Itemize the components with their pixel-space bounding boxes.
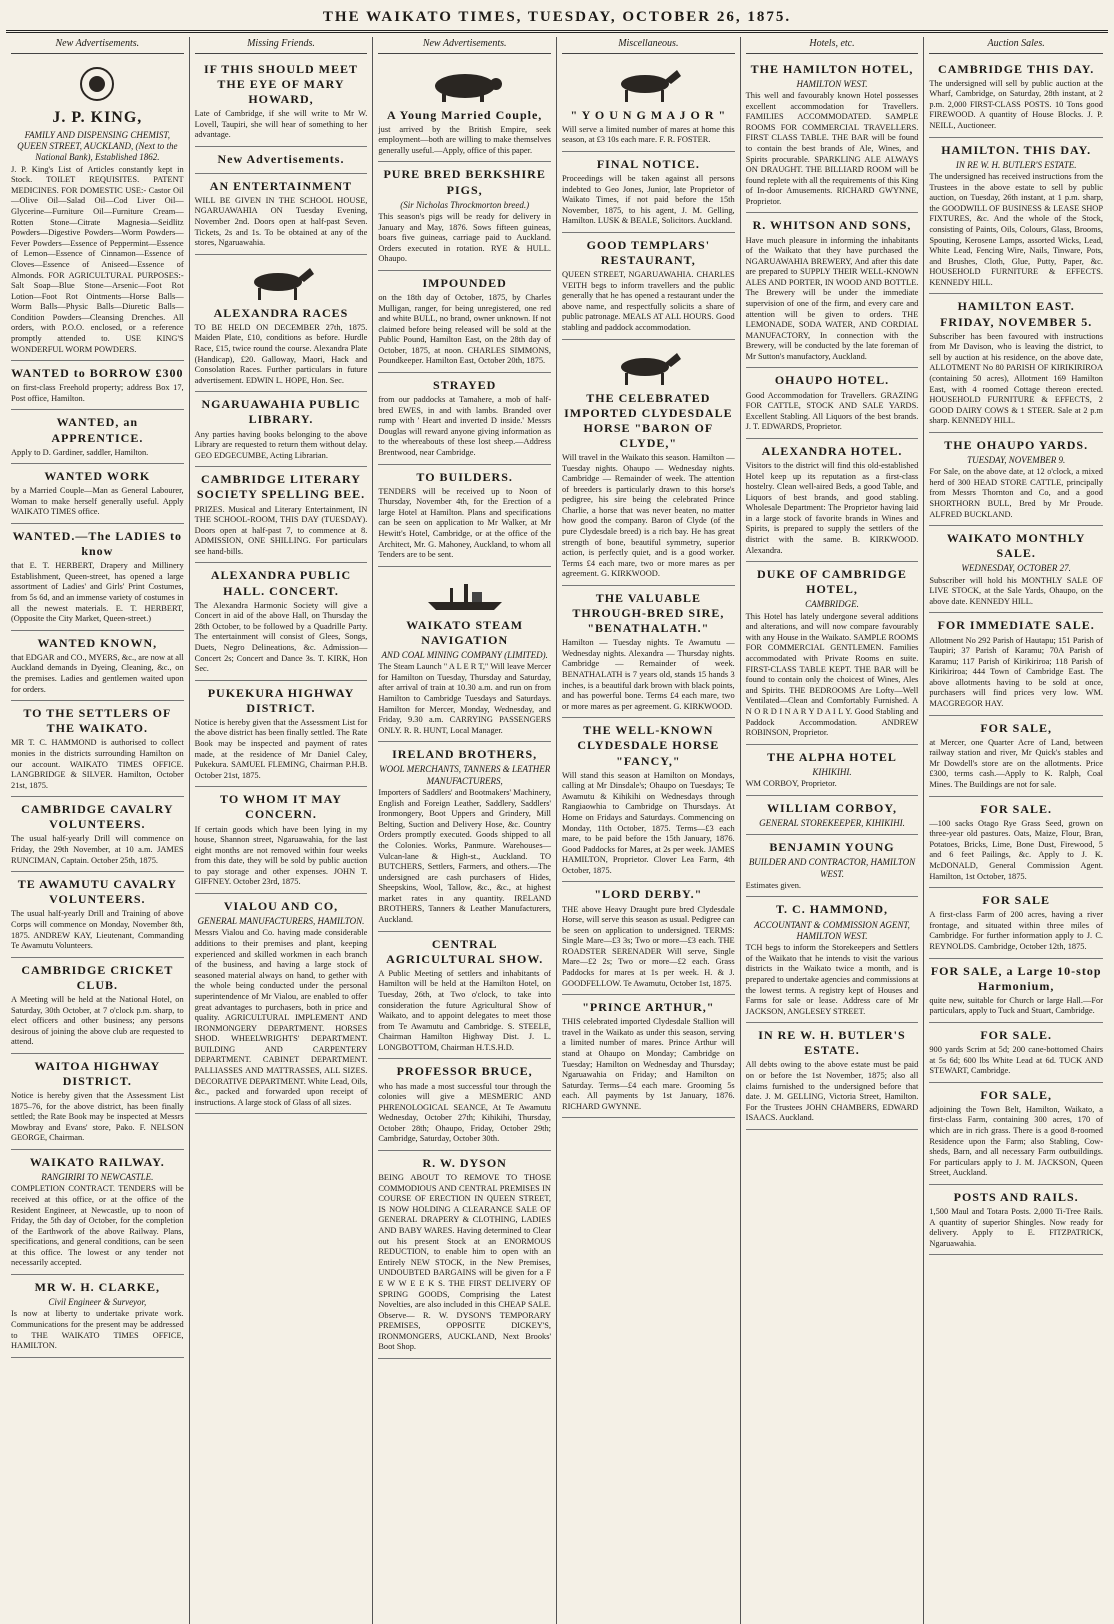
horse-engraving	[603, 347, 693, 387]
advertisement	[378, 567, 551, 743]
ad-subtitle: WOOL MERCHANTS, TANNERS & LEATHER MANUFACTURERS,	[379, 764, 551, 786]
ad-title: ALEXANDRA HOTEL.	[761, 443, 903, 458]
ad-body: MR T. C. HAMMOND is authorised to collect monies in the districts surrounding Hamilton on our account. WAIKATO TIMES OFFICE. LANGBRIDGE & SILVER. Hamilton, October 21st, 1875.	[11, 738, 184, 790]
ad-body: Have much pleasure in informing the inhabitants of the Waikato that they have purchased the NGARUAWAHIA BREWERY, And after this date are prepared to SUPPLY THEIR WELL-KNOWN ALES AND PORTER, IN WOOD AND BOTTLE. The Brewery will be under the immediate supervision of one of the firm, and every care and attention will be given to orders. THE LEMONADE, SODA WATER, AND CORDIAL MANUFACTORY, In connection with the Brewery, will be conducted by the late foreman of Mr Sutton's manufactory, Auckland.	[745, 235, 919, 361]
advertisement	[378, 57, 551, 163]
advertisement	[378, 1151, 551, 1359]
advertisement	[562, 718, 735, 882]
advertisement	[562, 882, 735, 995]
ad-title: IRELAND BROTHERS,	[392, 747, 538, 762]
ad-body: The usual half-yearly Drill and Training of above Corps will commence on Monday, November 8th, 1875. ANDREW KAY, Lieutenant, Commanding Te Awamutu Volunteers.	[11, 909, 184, 951]
advertisement	[11, 57, 184, 362]
advertisement	[746, 213, 919, 368]
advertisement	[11, 524, 184, 631]
ad-title: CAMBRIDGE THIS DAY.	[938, 61, 1095, 76]
ad-title: BENJAMIN YOUNG	[769, 840, 895, 855]
ad-body: Will travel in the Waikato this season. Hamilton — Tuesday nights. Ohaupo — Wednesday nights. Cambridge — Remainder of week. The attention of breeders is particularly drawn to this horse's pedigree, his sire being the celebrated Prince Charlie, a horse that was never beaten, no matter how good the company. Baron of Clyde (of the pure Clydesdale breed) is a rich bay. He has great strength of bone, beautiful symmetry, superior action, is perfectly quiet, and is a good worker. Terms £4 each mare, two or more mares as per agreement. G. KIRKWOOD.	[562, 452, 735, 579]
ad-body: Late of Cambridge, if she will write to Mr W. Lovell, Taupiri, she will hear of something to her advantage.	[194, 108, 368, 140]
ad-body: TCH begs to inform the Storekeepers and Settlers of the Waikato that he intends to visit the various districts in the Waikato twice a month, and is prepared to undertake agencies and commissions at the lowest terms. A registry kept of Houses and Farms for sale or lease. Address care of Mr JACKSON, ANGLESEY STREET.	[745, 943, 919, 1016]
advertisement	[929, 433, 1103, 526]
advertisement	[11, 872, 184, 958]
ad-body: Any parties having books belonging to the above Library are requested to return them without delay. GEO EDGECUMBE, Acting Librarian.	[194, 429, 368, 460]
advertisement	[562, 233, 735, 340]
ad-body: QUEEN STREET, NGARUAWAHIA. CHARLES VEITH begs to inform travellers and the public generally that he has opened a restaurant under the above name, and respectfully solicits a share of public patronage. MEALS AT ALL HOURS. Good stabling and paddock accommodation.	[562, 270, 735, 332]
advertisement	[195, 467, 368, 563]
ad-body: THIS celebrated imported Clydesdale Stallion will travel in the Waikato as under this season, serving a limited number of mares. Prince Arthur will stand at Ohaupo on Monday; Cambridge on Tuesday; Hamilton on Wednesday and Thursday; Ngaruawahia on Friday; and Hamilton on Saturday. Terms—£4 each mare. Grooming 5s each. All payments by 1st January, 1876. RICHARD GWYNNE.	[562, 1017, 735, 1111]
ad-title: "LORD DERBY."	[594, 887, 703, 902]
ad-title: THE WELL-KNOWN CLYDESDALE HORSE "FANCY,"	[577, 723, 720, 768]
column-5	[741, 37, 925, 1624]
ad-title: WANTED.—The LADIES to know	[12, 529, 182, 559]
advertisement	[195, 392, 368, 467]
ad-body: A first-class Farm of 200 acres, having a river frontage, and situated within three miles of Cambridge. For further information apply to J. C. REYNOLDS. Cambridge, October 12th, 1875.	[929, 910, 1103, 951]
ad-body: The Alexandra Harmonic Society will give a Concert in aid of the above Hall, on Thursday the 28th October, to be followed by a Quadrille Party. The entertainment will consist of Glees, Songs, Duets, Negro Delineations, &c. Admission—Concert 2s; Concert and Dance 3s. T. KIRK, Hon Sec.	[194, 600, 368, 674]
advertisement	[378, 373, 551, 465]
ad-title: R. W. DYSON	[422, 1156, 507, 1171]
ad-title: T. C. HAMMOND,	[775, 902, 889, 917]
ad-body: All debts owing to the above estate must be paid on or before the 1st November, 1875; also all claims furnished to the undersigned before that date. J. M. GELLING, Victoria Street, Hamilton. For the Trustees JOHN CHAMBERS, EDWARD ISAACS. Auckland.	[745, 1060, 919, 1123]
ad-title: VIALOU AND CO,	[223, 899, 339, 914]
advertisement	[562, 340, 735, 586]
advertisement	[11, 631, 184, 701]
ad-title: FOR SALE	[982, 893, 1050, 908]
ad-body: A Meeting will be held at the National Hotel, on Saturday, 30th October, at 7 o'clock p.m. sharp, to elect officers and other business; any persons desirous of joining the above club are requested to attend.	[11, 994, 184, 1047]
ad-title: CAMBRIDGE CRICKET CLUB.	[21, 962, 174, 992]
ad-body: The usual half-yearly Drill will commence on Friday, the 29th November, at 10 a.m. JAMES RUNCIMAN, Captain. October 25th, 1875.	[11, 834, 184, 865]
advertisement	[929, 1023, 1103, 1083]
ad-body: Apply to D. Gardiner, saddler, Hamilton.	[11, 447, 149, 457]
ad-title: DUKE OF CAMBRIDGE HOTEL,	[757, 567, 907, 597]
column-6	[924, 37, 1108, 1624]
ad-body: Subscriber will hold his MONTHLY SALE OF LIVE STOCK, at the Sale Yards, Ohaupo, on the above date. KENNEDY HILL.	[929, 575, 1103, 606]
ad-title: WANTED to BORROW £300	[11, 366, 184, 381]
ad-body: PRIZES. Musical and Literary Entertainment, IN THE SCHOOL-ROOM, THIS DAY (TUESDAY). Doors open at half-past 7, to commence at 8. ADMISSION, ONE SHILLING. For particulars see hand-bills.	[194, 504, 368, 556]
ad-title: OHAUPO HOTEL.	[774, 373, 890, 388]
ad-title: IN RE W. H. BUTLER'S ESTATE.	[758, 1028, 906, 1058]
ad-body: Proceedings will be taken against all persons indebted to Geo Jones, Junior, late Proprietor of Waikato Times, if not paid before the 15th November, 1875, to his agent, J. M. Gelling, Hamilton. LUSK & BEALE, Solicitors. Auckland.	[562, 173, 735, 226]
ad-subtitle: CAMBRIDGE.	[805, 599, 859, 610]
advertisement	[929, 716, 1103, 797]
ad-title: FINAL NOTICE.	[596, 156, 700, 171]
ad-title: MR W. H. CLARKE,	[34, 1280, 160, 1295]
ad-title: IF THIS SHOULD MEET THE EYE OF MARY HOWARD,	[203, 61, 359, 106]
advertisement	[195, 563, 368, 680]
ad-title: AN ENTERTAINMENT	[209, 178, 353, 193]
column-heading: Hotels, etc.	[746, 37, 919, 54]
advertisement	[11, 958, 184, 1054]
ad-body: —100 sacks Otago Rye Grass Seed, grown on three-year old pastures. Oats, Maize, Flour, Bran, Potatoes, Bricks, Lime, Bone Dust, Firewood, 5 and 6 feet Pailings, &c. Apply to J. K. McDONALD, General Commission Agent. Hamilton, 1st October, 1875.	[929, 818, 1103, 881]
ad-subtitle: FAMILY AND DISPENSING CHEMIST, QUEEN STREET, AUCKLAND, (Next to the National Bank), Established 1862.	[17, 129, 178, 163]
ship-engraving	[420, 574, 510, 614]
ad-title: TO BUILDERS.	[416, 469, 513, 484]
ad-body: COMPLETION CONTRACT. TENDERS will be received at this office, or at the office of the Resident Engineer, at Newcastle, up to noon of Friday, the 5th day of October, for the completion of the Earthwork of the above Railway. Plans, specifications, and general conditions, can be seen at this office. The lowest or any tender not necessarily accepted.	[11, 1184, 184, 1268]
ad-body: WM CORBOY, Proprietor.	[745, 779, 837, 789]
ad-body: quite new, suitable for Church or large Hall.—For particulars, apply to Tuck and Stuart, Cambridge.	[929, 995, 1103, 1016]
horse-engraving	[236, 262, 326, 302]
ad-title: R. WHITSON AND SONS,	[752, 218, 912, 233]
advertisement	[195, 174, 368, 255]
ad-body: This well and favourably known Hotel possesses excellent accommodation for Travellers. FAMILIES ACCOMMODATED. SAMPLE ROOMS FOR COMMERCIAL TRAVELLERS. FIRST CLASS TABLE. THE BAR will be found to contain the best brands of Ale, Wines, and Spirits procurable. SPARKLING ALE ALWAYS ON DRAUGHT. THE BILLIARD ROOM will be found replete with all the requirements of this King of In-door Amusements. RICHARD GWYNNE, Proprietor.	[745, 91, 919, 206]
ad-subtitle: AND COAL MINING COMPANY (LIMITED).	[381, 649, 548, 660]
advertisement	[746, 562, 919, 744]
advertisement	[11, 464, 184, 524]
ad-subtitle: KIHIKIHI.	[812, 766, 852, 777]
ad-title: WAIKATO STEAM NAVIGATION	[406, 617, 524, 647]
ad-subtitle: WEDNESDAY, OCTOBER 27.	[961, 563, 1071, 574]
ad-title: WANTED KNOWN,	[37, 635, 158, 650]
ad-title: HAMILTON. THIS DAY.	[941, 142, 1092, 157]
advertisement	[378, 1059, 551, 1151]
ad-body: who has made a most successful tour through the colonies will give a MESMERIC AND PHRENOLOGICAL SEANCE, At Te Awamutu Wednesday, October 27th; Kihikihi, Thursday, October 28th; Ohaupo, Friday, October 29th; Cambridge, Saturday, October 30th.	[378, 1081, 551, 1144]
advertisement	[929, 1083, 1103, 1185]
ad-body: by a Married Couple—Man as General Labourer, Woman to make herself generally useful. Apply WAIKATO TIMES office.	[11, 486, 184, 517]
advertisement	[746, 57, 919, 214]
ad-body: This Hotel has lately undergone several additions and alterations, and will now compare favourably with any House in the Waikato. SAMPLE ROOMS FOR COMMERCIAL GENTLEMEN. Families accommodated with Private Rooms en suite. FIRST-CLASS TABLE KEPT. THE BAR will be found to contain only the choicest of Wines, Ales and Spirits. THE BEDROOMS Are Lofty—Well Ventilated—Clean and Comfortably Furnished. A N O R D I N A R Y D A I L Y. Good Stabling and Paddock Accommodation. ANDREW ROBINSON, Proprietor.	[745, 611, 919, 738]
advertisement	[929, 57, 1103, 138]
ad-body: WILL BE GIVEN IN THE SCHOOL HOUSE, NGARUAWAHIA ON Tuesday Evening, November 2nd. Doors open at half-past Seven. Tickets, 2s and 1s. To be obtained at any of the stores, Ngaruawahia.	[194, 195, 368, 248]
advertisement	[929, 888, 1103, 958]
ad-title: "PRINCE ARTHUR,"	[582, 1000, 715, 1015]
ad-body: J. P. King's List of Articles constantly kept in Stock. TOILET REQUISITES. PATENT MEDICINES. FOR DOMESTIC USE:- Castor Oil—Olive Oil—Salad Oil—Cod Liver Oil—Glycerine—Furniture Oil—Furniture Cream—Rotten Stone—Citrate Magnesia—Seidlitz Powders—Digestive Powders—Worm Powders—Fever Powders—Essence of Peppermint—Essence of Lemon—Essence of Cinnamon—Essence of Cloves—Essence of Aniseed—Essence of Almonds. FOR AGRICULTURAL PURPOSES:- Salt Soap—Blue Stone—Arsenic—Foot Rot Lotion—Foot Rot Ointments—Horse Balls—Worm Balls—Physic Balls—Diuretic Balls—Condition Powders—Cleansing Drenches. All orders, with P.O.O. enclosed, or a reference promptly attended to. USE KING'S WONDERFUL WORM POWDERS.	[11, 164, 184, 354]
ad-body: The undersigned has received instructions from the Trustees in the above estate to sell by public auction, on Tuesday, 26th instant, at 1 p.m. sharp, the GOODWILL OF BUSINESS & LEASE SHOP FIXTURES, &c. And the whole of the Stock, consisting of Paints, Oils, Colours, Glass, Brooms, Spouting, Kerosene Lamps, assorted Wicks, Lead, White Lead, Fencing Wire, Nails, Tinware, Pots, and Brushes, Cloth, Glue, Putty, Paper, &c. HOUSEHOLD FURNITURE & EFFECTS. KENNEDY HILL.	[929, 172, 1103, 287]
ad-body: A Public Meeting of settlers and inhabitants of Hamilton will be held at the Hamilton Hotel, on Tuesday, 26th, at Two o'clock, to take into consideration the future Agricultural Show of Waikato, and to appoint delegates to meet those from Te Awamutu and Cambridge. S. STEELE, Chairman Hamilton Highway Dist. J. L. LONGBOTTOM, Chairman H.T.S.H.D.	[378, 968, 551, 1052]
advertisement	[746, 796, 919, 835]
ad-body: BEING ABOUT TO REMOVE TO THOSE COMMODIOUS AND CENTRAL PREMISES IN COURSE OF ERECTION IN QUEEN STREET, IS NOW HOLDING A CLEARANCE SALE OF GENERAL DRAPERY & CLOTHING, LADIES AND BABY WARES. Having determined to Clear out his present Stock at an ENORMOUS REDUCTION, to enable him to open with an Entirely NEW STOCK, in the New Premises, UNDOUBTED BARGAINS will be given for a F E W W E E K S. THE FIRST DELIVERY OF SPRING GOODS, Comprising the Latest Novelties, are also included in this CHEAP SALE. Observe— R. W. DYSON'S TEMPORARY PREMISES, OPPOSITE DICKEY'S, IRONMONGERS, AUCKLAND, Next Brooks' Boot Shop.	[378, 1173, 551, 1352]
ad-title: CAMBRIDGE LITERARY SOCIETY SPELLING BEE.	[196, 472, 366, 502]
ad-subtitle: BUILDER AND CONTRACTOR, HAMILTON WEST.	[748, 857, 916, 879]
ad-body: Subscriber has been favoured with instructions from Mr Davison, who is leaving the district, to sell by auction at his residence, on the above date, ALLOTMENT No 80 PARISH OF KIRIKIRIROA (containing 50 acres), Allotment 169 Hamilton East, with 4 roomed Cottage thereon erected. HOUSEHOLD FURNITURE & EFFECTS, 2 GOOD DAIRY COWS & 1 STEER. Sale at 2 p.m sharp. KENNEDY HILL.	[929, 331, 1103, 426]
advertisement	[11, 1150, 184, 1275]
ad-title: ALEXANDRA PUBLIC HALL. CONCERT.	[210, 568, 352, 598]
advertisement	[746, 439, 919, 562]
ad-title: WAIKATO MONTHLY SALE.	[946, 531, 1086, 561]
ad-title: STRAYED	[433, 378, 497, 393]
advertisement	[746, 835, 919, 897]
ad-title: THE ALPHA HOTEL	[767, 749, 897, 764]
ad-subtitle: (Sir Nicholas Throckmorton breed.)	[400, 199, 530, 210]
column-heading: New Advertisements.	[11, 37, 184, 54]
ad-title: THE OHAUPO YARDS.	[944, 437, 1089, 452]
ad-body: adjoining the Town Belt, Hamilton, Waikato, a first-class Farm, containing 300 acres, 170 of which are in rich grass. There is a good 8-roomed Residence upon the Farm; also Stabling, Cow-sheds, Barn, and all necessary Farm outbuildings. For particulars apply to J. M. JACKSON, Queen Street, Auckland.	[929, 1104, 1103, 1178]
advertisement	[746, 368, 919, 438]
ad-title: HAMILTON EAST. FRIDAY, NOVEMBER 5.	[940, 299, 1093, 329]
advertisement	[195, 255, 368, 393]
advertisement	[929, 138, 1103, 295]
ad-body: The Steam Launch " A L E R T," Will leave Mercer for Hamilton on Tuesday, Thursday and Saturday, after arrival of train at 10.30 a.m. and run on from Hamilton to Cambridge Tuesdays and Saturdays. Hamilton for Mercer, Monday, Wednesday, and Friday, 9.30 a.m. CARRYING PASSENGERS ONLY. R. R. HUNT, Local Manager.	[378, 662, 551, 735]
ad-title: ALEXANDRA RACES	[213, 305, 349, 320]
column-3	[373, 37, 557, 1624]
ad-title: FOR IMMEDIATE SALE.	[937, 618, 1095, 633]
ad-subtitle: GENERAL MANUFACTURERS, HAMILTON.	[197, 916, 365, 927]
ad-subtitle: HAMILTON WEST.	[796, 78, 868, 89]
ad-body: TENDERS will be received up to Noon of Thursday, November 4th, for the Erection of a large Hotel at Hamilton. Plans and specifications can be seen on application to Mr Walker, at Mr Hewitt's Hotel, Cambridge, or at the office of the Architect, Mr. G. Mahoney, Auckland, to whom all Tenders are to be sent.	[378, 486, 551, 560]
advertisement	[929, 613, 1103, 715]
ad-title: POSTS AND RAILS.	[953, 1189, 1079, 1204]
ad-title: TO THE SETTLERS OF THE WAIKATO.	[23, 706, 172, 736]
ad-title: THE HAMILTON HOTEL,	[750, 61, 914, 76]
horses-engraving	[603, 64, 693, 104]
ad-title: WILLIAM CORBOY,	[767, 800, 897, 815]
ad-subtitle: RANGIRIRI TO NEWCASTLE.	[41, 1172, 154, 1183]
ad-body: Allotment No 292 Parish of Hautapu; 151 Parish of Taupiri; 37 Parish of Karamu; 70A Parish of Karamu; 117 Parish of Kirikiriroa; 118 Parish of Kirikiriroa; 444 Town of Cambridge East. The above allotments having to be sold at once, purchasers will find prices very low. WM. MACGREGOR HAY.	[929, 635, 1103, 708]
ad-body: Messrs Vialou and Co. having made considerable additions to their premises and plant, keeping experienced and skilled workmen in each branch of the business, and having a large stock of seasoned material always on hand, to gether with the whole being conducted under the personal superintendence of Mr Vialou, are enabled to offer great advantages to purchasers, both in price and quality. AGRICULTURAL IMPLEMENT AND IRONMONGERY DEPARTMENT. HORSES SHOD. WHEELWRIGHTS' DEPARTMENT. BUILDING AND CARPENTERY DEPARTMENT. CABINET DEPARTMENT. PALLIASSES AND MATTRASSES, ALL SIZES. DECORATIVE DEPARTMENT. White Lead, Oils, &c., packed and forwarded upon receipt of instructions. A large stock of Glass of all sizes.	[194, 928, 368, 1107]
ad-title: GOOD TEMPLARS' RESTAURANT,	[586, 237, 711, 267]
advertisement	[11, 410, 184, 464]
ad-body: For Sale, on the above date, at 12 o'clock, a mixed herd of 300 HEAD STORE CATTLE, principally from Messrs Thornton and Co, and a good SHORTHORN BULL, Bred by Mr Proude. ALFRED BUCKLAND.	[929, 467, 1103, 519]
ad-title: TO WHOM IT MAY CONCERN.	[220, 792, 342, 822]
ad-body: on first-class Freehold property; address Box 17, Post office, Hamilton.	[11, 383, 184, 403]
ad-subtitle: TUESDAY, NOVEMBER 9.	[967, 454, 1066, 465]
advertisement	[746, 1023, 919, 1130]
ad-subtitle: GENERAL STOREKEEPER, KIHIKIHI.	[759, 817, 905, 828]
column-heading: New Advertisements.	[378, 37, 551, 54]
ad-body: Importers of Saddlers' and Bootmakers' Machinery, English and Foreign Leather, Saddlery, Saddlers' Ironmongery, Boot Uppers and Grindery, Mill Belting, Suction and Delivery Hose, &c. Country Orders promptly executed. Goods shipped to all the Colonies. Works, Panmure. Warehouses—Vulcan-lane & High-st., Auckland. TO BUTCHERS, Settlers, Farmers, and others.—The undersigned are cash purchasers of Hides, Sheepskins, Wool, Tallow, &c., &c., at highest market rates in any quantity. IRELAND BROTHERS, Tanners & Leather Manufacturers, Auckland.	[378, 788, 551, 925]
advertisement	[195, 681, 368, 788]
advertisement	[929, 797, 1103, 889]
ad-body: TO BE HELD ON DECEMBER 27th, 1875. Maiden Plate, £10, conditions as before. Hurdle Race, £15, twice round the course. Alexandra Plate (Handicap), £20. Galloway, Maori, Hack and Consolation Races. Further particulars in future advertisement. EDWIN L. HOPE, Hon. Sec.	[194, 322, 368, 385]
advertisement	[11, 361, 184, 410]
advertisement	[929, 1185, 1103, 1255]
ad-body: just arrived by the British Empire, seek employment—both are willing to make themselves generally useful.—Apply, office of this paper.	[378, 124, 551, 155]
advertisement	[378, 162, 551, 270]
advertisement	[195, 787, 368, 894]
ad-title: WAITOA HIGHWAY DISTRICT.	[34, 1058, 161, 1088]
ad-title: PURE BRED BERKSHIRE PIGS,	[383, 167, 546, 197]
ad-subtitle: IN RE W. H. BUTLER'S ESTATE.	[955, 159, 1077, 170]
ad-title: WAIKATO RAILWAY.	[29, 1154, 165, 1169]
ad-title: FOR SALE,	[980, 1087, 1052, 1102]
ad-body: THE above Heavy Draught pure bred Clydesdale Horse, will serve this season as usual. Pedigree can be seen on application to undersigned. TERMS: Single Mare—£3 3s; Two or more—£3 each. THE ROADSTER SERENADER Will serve, Single Mare—£2 2s; Two or more—£2 each. Grass Paddocks for mares at 1s per week. H. & J. GOODFELLOW. Te Awamutu, October 1st, 1875.	[562, 904, 735, 988]
ad-title: IMPOUNDED	[422, 275, 507, 290]
advertisement	[562, 57, 735, 152]
ad-title: NGARUAWAHIA PUBLIC LIBRARY.	[201, 397, 361, 427]
column-1	[6, 37, 190, 1624]
advertisement	[929, 294, 1103, 432]
advertisement	[195, 894, 368, 1114]
ad-body: on the 18th day of October, 1875, by Charles Mulligan, ranger, for being unregistered, one red and white BULL, no brand, owner unknown. If not claimed before being released will be sold at the Public Pound, Hamilton East, on the 28th day of October, 1875, at noon. CHARLES SIMMONS, Poundkeeper. Hamilton East, October 20th, 1875.	[378, 292, 551, 366]
column-2	[190, 37, 374, 1624]
advertisement	[929, 959, 1103, 1023]
ad-body: Visitors to the district will find this old-established Hotel keep up its reputation as a first-class hostelry. Clean well-aired Beds, a good Table, and Liquors of best brands, and good stabling. Wholesale Department: The Proprietor having laid in a large stock of favorite brands in Wines and Spirits, is prepared to supply the settlers of the district with the same. B. KIRKWOOD. Alexandra.	[745, 460, 919, 555]
advertisement	[378, 742, 551, 931]
ad-body: that E. T. HERBERT, Drapery and Millinery Establishment, Queen-street, has opened a large assortment of Ladies' and Girls' Print Costumes, from 5s 6d, and an immense variety of costumes in all the newest materials. E. T. HERBERT, (Opposite the City Market, Queen-street.)	[11, 561, 184, 624]
column-heading: Miscellaneous.	[562, 37, 735, 54]
advertisement	[562, 995, 735, 1118]
advertisement	[929, 526, 1103, 613]
advertisement	[378, 271, 551, 373]
ad-subtitle: ACCOUNTANT & COMMISSION AGENT, HAMILTON WEST.	[754, 919, 910, 941]
ad-body: The undersigned will sell by public auction at the Wharf, Cambridge, on Saturday, 28th instant, at 2 p.m. 2,000 FIRST-CLASS POSTS. 10 Tons good FIREWOOD. A quantity of House Blocks. J. P. NEILL, Auctioneer.	[929, 78, 1103, 131]
advertisement	[746, 745, 919, 796]
ad-title: CAMBRIDGE CAVALRY VOLUNTEERS.	[21, 802, 174, 832]
advertisement	[11, 701, 184, 797]
advertisement	[11, 797, 184, 872]
ad-title: A Young Married Couple,	[387, 107, 543, 122]
column-heading: Auction Sales.	[929, 37, 1103, 54]
ad-body: This season's pigs will be ready for delivery in January and May, 1876. Sows fifteen guineas, boars five guineas, carriage paid to Auckland. Orders executed in rotation. RYE & HULL. Ohaupo.	[378, 211, 551, 264]
ad-title: THE VALUABLE THROUGH-BRED SIRE, "BENATHALATH."	[572, 590, 725, 636]
columns	[6, 37, 1108, 1624]
ad-body: Hamilton — Tuesday nights. Te Awamutu — Wednesday nights. Alexandra — Thursday nights. Cambridge — Remainder of week. BENATHALATH is 7 years old, stands 15 hands 3 inches, is a beautiful dark brown with black points, and has powerful bone. Terms £4 each mare, two or more mares as per agreement. G. KIRKWOOD.	[562, 638, 735, 711]
ad-title: FOR SALE, a Large 10-stop Harmonium,	[930, 963, 1102, 993]
ad-title: THE CELEBRATED IMPORTED CLYDESDALE HORSE "BARON OF CLYDE,"	[564, 390, 733, 450]
advertisement	[562, 152, 735, 233]
seal-engraving	[52, 64, 142, 104]
column-heading: Missing Friends.	[195, 37, 368, 54]
ad-body: 1,500 Maul and Totara Posts. 2,000 Ti-Tree Rails. A quantity of superior Shingles. Now ready for delivery. Apply to E. FITZPATRICK, Ngaruawahia.	[929, 1207, 1103, 1248]
advertisement	[195, 147, 368, 174]
ad-body: Will stand this season at Hamilton on Mondays, calling at Mr Dinsdale's; Ohaupo on Tuesdays; Te Awamutu & Kihikihi on Wednesdays through Rangiaowhia to Cambridge on Thursdays. At Home on Fridays and Saturdays. Commencing on Monday, 11th October, 1875. Terms—£3 each mare, to be paid before the 15th January, 1876. Good Paddocks for Mares, at 2s per week. JAMES HAMILTON, Proprietor. Clover Lea Farm, 4th October, 1875.	[562, 770, 735, 875]
ad-body: 900 yards Scrim at 5d; 200 cane-bottomed Chairs at 5s 6d; 600 lbs White Lead at 6d. TUCK AND STEWART, Cambridge.	[929, 1045, 1103, 1076]
advertisement	[562, 586, 735, 718]
ad-body: that EDGAR and CO., MYERS, &c., are now at all Auckland demands in Dyeing, Cleaning, &c., on the premises. Ladies and gentlemen waited upon for orders.	[11, 652, 184, 694]
ad-body: Notice is hereby given that the Assessment List for the above district has been finally settled. The Rate Book may be inspected and payment of rates made, at the residence of Mr Daniel Caley, Pukekura. SAMUEL FLEMING, Chairman P.H.B. October 21st, 1875.	[194, 717, 368, 780]
ad-body: Notice is hereby given that the Assessment List 1875–76, for the above district, has been finally settled; the Rate Book may be inspected at Messrs Mowbray and Evans' store, Pako. F. NELSON GEORGE, Chairman.	[11, 1091, 184, 1143]
ad-title: New Advertisements.	[217, 151, 345, 166]
ad-title: PROFESSOR BRUCE,	[396, 1064, 533, 1079]
ad-title: FOR SALE.	[980, 1027, 1052, 1042]
ad-body: at Mercer, one Quarter Acre of Land, between railway station and river, Mr Quick's stables and Mr Dowdell's store are on the allotments. Price £300, terms cash.—Apply to K. Ralph, Coal Mines. The Buildings are not for sale.	[929, 737, 1103, 789]
ad-title: WANTED WORK	[44, 469, 151, 484]
ad-body: Good Accommodation for Travellers. GRAZING FOR CATTLE, STOCK AND SALE YARDS. Excellent Stabling. All Liquors of the best brands. J. T. EDWARDS, Proprietor.	[745, 390, 919, 432]
pig-engraving	[420, 64, 510, 104]
ad-body: Estimates given.	[745, 880, 802, 890]
ad-title: FOR SALE.	[980, 801, 1052, 816]
ad-title: CENTRAL AGRICULTURAL SHOW.	[386, 936, 544, 966]
ad-body: from our paddocks at Tamahere, a mob of half-bred EWES, in and with lambs. Branded over rump with ' Heart and inverted D inside.' Messrs Douglas will reward anyone giving information as to the whereabouts of these lost sheep.—Address Brentwood, near Cambridge.	[378, 395, 551, 458]
advertisement	[378, 465, 551, 567]
column-4	[557, 37, 741, 1624]
ad-title: PUKEKURA HIGHWAY DISTRICT.	[207, 685, 355, 715]
ad-title: TE AWAMUTU CAVALRY VOLUNTEERS.	[17, 877, 177, 907]
advertisement	[11, 1275, 184, 1358]
advertisement	[11, 1054, 184, 1150]
ad-title: " Y O U N G M A J O R "	[570, 107, 727, 122]
ad-title: J. P. KING,	[52, 108, 143, 126]
ad-body: Will serve a limited number of mares at home this season, at £3 10s each mare. F. R. FOSTER.	[562, 124, 735, 145]
ad-title: FOR SALE,	[980, 720, 1052, 735]
ad-body: If certain goods which have been lying in my house, Shannon street, Ngaruawahia, for the last eight months are not removed within four weeks from this date, they will be sold by public auction to pay storage and other expenses. JOHN T. GIFFNEY. October 23rd, 1875.	[194, 824, 368, 887]
ad-subtitle: Civil Engineer & Surveyor,	[48, 1297, 147, 1308]
masthead: THE WAIKATO TIMES, TUESDAY, OCTOBER 26, 1875.	[6, 4, 1108, 33]
advertisement	[378, 932, 551, 1060]
advertisement	[746, 897, 919, 1023]
ad-title: WANTED, an APPRENTICE.	[51, 415, 144, 445]
advertisement	[195, 57, 368, 147]
ad-body: Is now at liberty to undertake private work. Communications for the present may be addressed to THE WAIKATO TIMES OFFICE, HAMILTON.	[11, 1309, 184, 1351]
